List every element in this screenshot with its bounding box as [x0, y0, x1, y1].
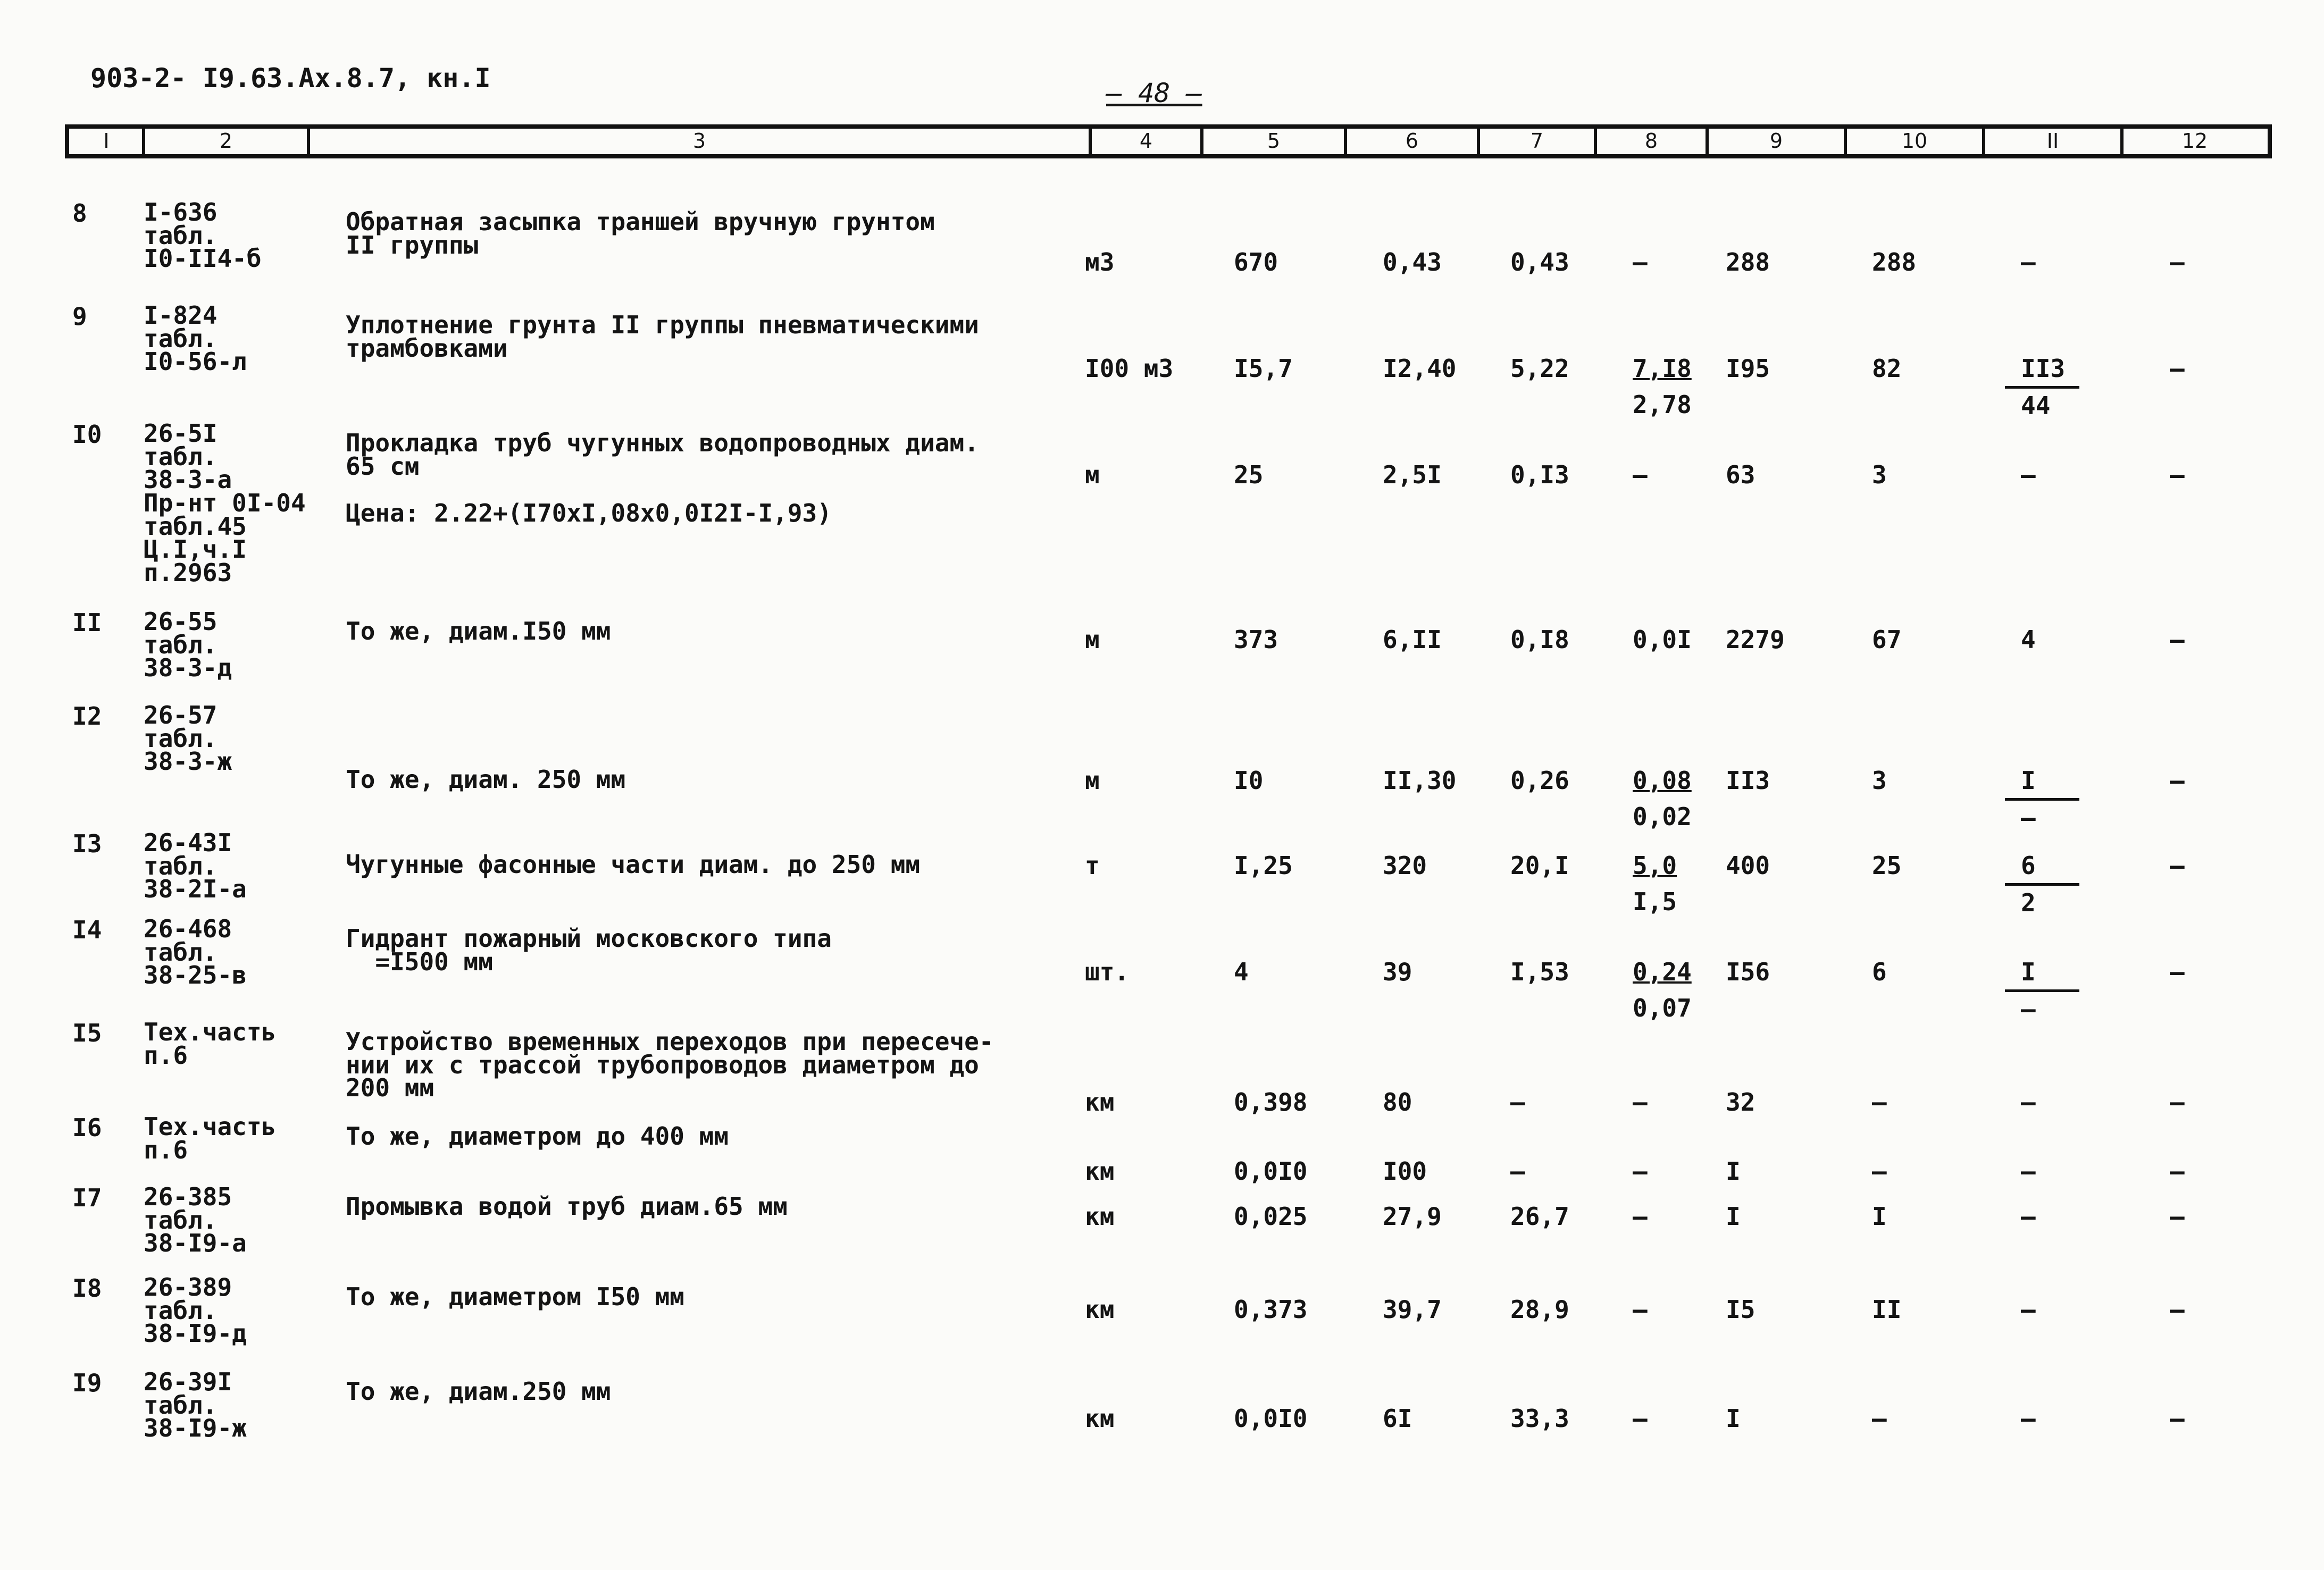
cell-c6: 6,II: [1383, 625, 1442, 654]
cell-c9: I56: [1726, 958, 1770, 986]
cell-c11-lower: –: [2021, 803, 2036, 832]
unit-of-measure: км: [1085, 1404, 1115, 1433]
cell-c7: 20,I: [1510, 851, 1569, 880]
norm-code: 26-55 табл. 38-3-д: [144, 607, 232, 683]
norm-code: Тех.часть п.6: [144, 1112, 277, 1164]
cell-c8-lower: 0,02: [1633, 802, 1692, 831]
row-number: 9: [72, 302, 87, 331]
cell-c9: II3: [1726, 766, 1770, 795]
unit-of-measure: шт.: [1085, 958, 1130, 986]
cell-c11-lower: 2: [2021, 888, 2036, 917]
norm-code: 26-39I табл. 38-I9-ж: [144, 1367, 247, 1443]
column-separator: [1344, 129, 1347, 158]
column-header-7: 7: [1530, 129, 1544, 153]
work-description: Обратная засыпка траншей вручную грунтом II группы: [346, 207, 935, 259]
cell-c9: I: [1726, 1202, 1741, 1231]
cell-c6: 2,5I: [1383, 460, 1442, 489]
row-number: I0: [72, 420, 102, 449]
unit-of-measure: м3: [1085, 248, 1115, 276]
cell-c8: –: [1633, 460, 1648, 489]
cell-c8-lower: 2,78: [1633, 390, 1692, 419]
column-separator: [142, 129, 145, 158]
cell-c8-lower: I,5: [1633, 887, 1677, 916]
norm-code: Тех.часть п.6: [144, 1018, 277, 1070]
cell-c10: 82: [1872, 354, 1902, 383]
unit-of-measure: км: [1085, 1088, 1115, 1116]
unit-of-measure: км: [1085, 1157, 1115, 1186]
cell-c5: I0: [1234, 766, 1264, 795]
cell-c11: –: [2021, 1202, 2036, 1231]
cell-c10: 6: [1872, 958, 1887, 986]
work-description: То же, диаметром I50 мм: [346, 1282, 684, 1311]
cell-c6: 0,43: [1383, 248, 1442, 276]
cell-c7: 0,I8: [1510, 625, 1569, 654]
cell-c8: –: [1633, 1295, 1648, 1324]
cell-c8: –: [1633, 1404, 1648, 1433]
price-formula: Цена: 2.22+(I70хI,08х0,0I2I-I,93): [346, 499, 832, 527]
cell-c5: 4: [1234, 958, 1249, 986]
cell-c9: 32: [1726, 1088, 1755, 1116]
cell-c7: –: [1510, 1088, 1525, 1116]
cell-c11-lower: 44: [2021, 391, 2051, 420]
cell-c10: I: [1872, 1202, 1887, 1231]
column-header-6: 6: [1405, 129, 1419, 153]
work-description: То же, диам.I50 мм: [346, 617, 611, 645]
cell-c7: 0,26: [1510, 766, 1569, 795]
work-description: Чугунные фасонные части диам. до 250 мм: [346, 850, 921, 879]
row-number: I9: [72, 1368, 102, 1397]
cell-c8-lower: 0,07: [1633, 994, 1692, 1022]
cell-c11: –: [2021, 1088, 2036, 1116]
cell-c10: –: [1872, 1088, 1887, 1116]
column-separator: [1200, 129, 1203, 158]
cell-c5: 0,025: [1234, 1202, 1308, 1231]
work-description: Прокладка труб чугунных водопроводных диам. 65 см: [346, 429, 979, 481]
norm-code: I-636 табл. I0-II4-б: [144, 198, 262, 273]
cell-c10: II: [1872, 1295, 1902, 1324]
cell-c11-lower: –: [2021, 995, 2036, 1023]
column-separator: [1844, 129, 1847, 158]
cell-c11: –: [2021, 1404, 2036, 1433]
norm-code: 26-57 табл. 38-3-ж: [144, 701, 232, 776]
unit-of-measure: м: [1085, 766, 1100, 795]
work-description: Уплотнение грунта II группы пневматическими трамбовками: [346, 310, 979, 363]
cell-c6: 6I: [1383, 1404, 1412, 1433]
cell-c5: 373: [1234, 625, 1278, 654]
cell-c9: I: [1726, 1157, 1741, 1186]
cell-c5: 0,398: [1234, 1088, 1308, 1116]
cell-c11: 6: [2021, 851, 2036, 880]
unit-of-measure: м: [1085, 460, 1100, 489]
cell-c5: I5,7: [1234, 354, 1293, 383]
cell-c9: 288: [1726, 248, 1770, 276]
column-header-9: 9: [1769, 129, 1783, 153]
cell-c11: –: [2021, 460, 2036, 489]
cell-c6: I2,40: [1383, 354, 1457, 383]
work-description: Гидрант пожарный московского типа =I500 мм: [346, 924, 832, 976]
column-header-strip: [65, 124, 2272, 158]
column-header-2: 2: [219, 129, 233, 153]
cell-c12: –: [2170, 1404, 2185, 1433]
cell-c10: –: [1872, 1157, 1887, 1186]
fraction-bar: [2005, 386, 2079, 389]
cell-c7: I,53: [1510, 958, 1569, 986]
unit-of-measure: т: [1085, 851, 1100, 880]
fraction-bar: [2005, 798, 2079, 801]
norm-code: I-824 табл. I0-56-л: [144, 301, 247, 376]
cell-c9: 63: [1726, 460, 1755, 489]
norm-code: 26-389 табл. 38-I9-д: [144, 1273, 247, 1348]
cell-c5: 670: [1234, 248, 1278, 276]
norm-code: 26-468 табл. 38-25-в: [144, 914, 247, 990]
cell-c8: 0,24: [1633, 958, 1692, 986]
cell-c7: 0,I3: [1510, 460, 1569, 489]
cell-c10: 3: [1872, 460, 1887, 489]
row-number: I2: [72, 702, 102, 731]
cell-c9: 2279: [1726, 625, 1785, 654]
cell-c12: –: [2170, 1202, 2185, 1231]
cell-c6: 39,7: [1383, 1295, 1442, 1324]
column-header-1: I: [103, 129, 110, 153]
column-separator: [1982, 129, 1985, 158]
cell-c12: –: [2170, 354, 2185, 383]
column-header-3: 3: [692, 129, 706, 153]
cell-c8: 7,I8: [1633, 354, 1692, 383]
cell-c9: I5: [1726, 1295, 1755, 1324]
document-code: 903-2- I9.63.Ах.8.7, кн.I: [90, 63, 491, 94]
fraction-bar: [2005, 883, 2079, 886]
work-description: Устройство временных переходов при пересече- нии их с трассой трубопроводов диаметром до 200 мм: [346, 1027, 994, 1103]
column-header-11: II: [2046, 129, 2059, 153]
cell-c11: –: [2021, 1295, 2036, 1324]
cell-c12: –: [2170, 248, 2185, 276]
column-header-8: 8: [1644, 129, 1658, 153]
column-separator: [2120, 129, 2124, 158]
norm-code: 26-385 табл. 38-I9-а: [144, 1182, 247, 1258]
cell-c7: –: [1510, 1157, 1525, 1186]
cell-c12: –: [2170, 1088, 2185, 1116]
cell-c12: –: [2170, 766, 2185, 795]
cell-c11: 4: [2021, 625, 2036, 654]
cell-c8: –: [1633, 248, 1648, 276]
cell-c9: I95: [1726, 354, 1770, 383]
cell-c10: 3: [1872, 766, 1887, 795]
cell-c7: 26,7: [1510, 1202, 1569, 1231]
cell-c5: 0,373: [1234, 1295, 1308, 1324]
column-header-10: 10: [1901, 129, 1928, 153]
cell-c8: 0,08: [1633, 766, 1692, 795]
cell-c10: –: [1872, 1404, 1887, 1433]
cell-c9: 400: [1726, 851, 1770, 880]
column-separator: [1477, 129, 1480, 158]
cell-c6: II,30: [1383, 766, 1457, 795]
work-description: То же, диам.250 мм: [346, 1377, 611, 1406]
unit-of-measure: км: [1085, 1295, 1115, 1324]
row-number: 8: [72, 199, 87, 228]
cell-c6: 27,9: [1383, 1202, 1442, 1231]
column-header-4: 4: [1139, 129, 1153, 153]
unit-of-measure: I00 м3: [1085, 354, 1174, 383]
cell-c5: 0,0I0: [1234, 1157, 1308, 1186]
cell-c7: 5,22: [1510, 354, 1569, 383]
column-separator: [1594, 129, 1597, 158]
cell-c12: –: [2170, 958, 2185, 986]
norm-code: 26-5I табл. 38-3-а Пр-нт 0I-04 табл.45 Ц.I,ч.I п.2963: [144, 419, 306, 587]
cell-c12: –: [2170, 460, 2185, 489]
cell-c7: 0,43: [1510, 248, 1569, 276]
row-number: II: [72, 608, 102, 637]
row-number: I5: [72, 1019, 102, 1047]
cell-c10: 25: [1872, 851, 1902, 880]
cell-c5: 25: [1234, 460, 1264, 489]
fraction-bar: [2005, 989, 2079, 992]
row-number: I6: [72, 1113, 102, 1142]
cell-c5: I,25: [1234, 851, 1293, 880]
work-description: То же, диам. 250 мм: [346, 765, 626, 794]
column-header-5: 5: [1267, 129, 1281, 153]
cell-c12: –: [2170, 625, 2185, 654]
unit-of-measure: м: [1085, 625, 1100, 654]
column-separator: [307, 129, 310, 158]
cell-c10: 67: [1872, 625, 1902, 654]
cell-c8: –: [1633, 1088, 1648, 1116]
cell-c8: –: [1633, 1202, 1648, 1231]
cell-c8: 5,0: [1633, 851, 1677, 880]
cell-c9: I: [1726, 1404, 1741, 1433]
cell-c11: –: [2021, 1157, 2036, 1186]
cell-c12: –: [2170, 851, 2185, 880]
work-description: Промывка водой труб диам.65 мм: [346, 1192, 788, 1221]
cell-c11: –: [2021, 248, 2036, 276]
column-separator: [1706, 129, 1709, 158]
cell-c7: 28,9: [1510, 1295, 1569, 1324]
row-number: I3: [72, 829, 102, 858]
work-description: То же, диаметром до 400 мм: [346, 1122, 729, 1151]
cell-c8: 0,0I: [1633, 625, 1692, 654]
column-header-12: 12: [2181, 129, 2208, 153]
row-number: I4: [72, 916, 102, 944]
cell-c12: –: [2170, 1157, 2185, 1186]
norm-code: 26-43I табл. 38-2I-а: [144, 828, 247, 904]
column-separator: [1089, 129, 1092, 158]
cell-c12: –: [2170, 1295, 2185, 1324]
unit-of-measure: км: [1085, 1202, 1115, 1231]
row-number: I7: [72, 1183, 102, 1212]
cell-c8: –: [1633, 1157, 1648, 1186]
cell-c6: 320: [1383, 851, 1427, 880]
cell-c6: I00: [1383, 1157, 1427, 1186]
cell-c6: 80: [1383, 1088, 1412, 1116]
row-number: I8: [72, 1274, 102, 1303]
cell-c11: I: [2021, 766, 2036, 795]
cell-c11: II3: [2021, 354, 2066, 383]
cell-c11: I: [2021, 958, 2036, 986]
cell-c5: 0,0I0: [1234, 1404, 1308, 1433]
cell-c7: 33,3: [1510, 1404, 1569, 1433]
page-number: — 48 —: [1106, 78, 1202, 108]
cell-c6: 39: [1383, 958, 1412, 986]
cell-c10: 288: [1872, 248, 1917, 276]
